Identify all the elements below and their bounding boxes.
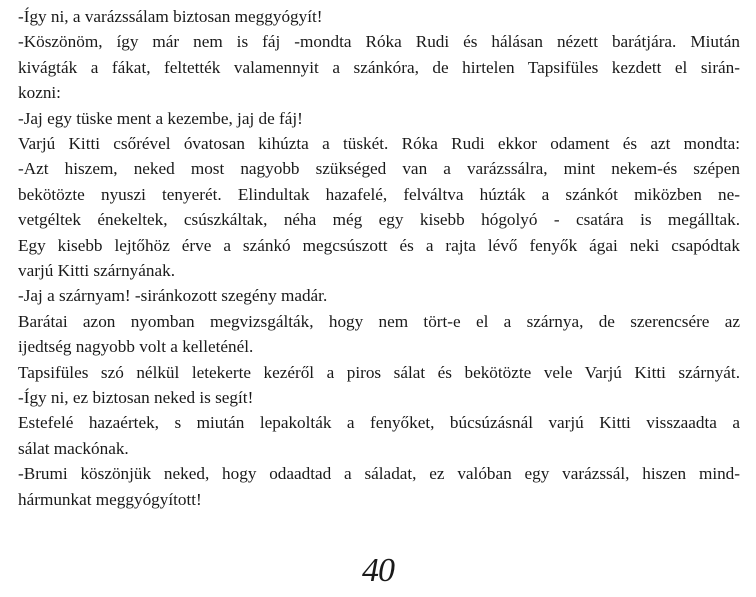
story-text: [18, 4, 740, 512]
text-line: Egy kisebb lejtőhöz érve a szánkó megcsúszott és a rajta lévő fenyők ágai neki csapódtak: [18, 235, 740, 255]
text-line: hármunkat meggyógyított!: [18, 489, 202, 509]
text-line: -Így ni, a varázssálam biztosan meggyógyít!: [18, 7, 323, 26]
text-line: varjú Kitti szárnyának.: [18, 260, 176, 280]
text-line: Tapsifüles szó nélkül letekerte kezéről a piros sálat és bekötözte vele Varjú Kitti szárnyát.: [18, 362, 740, 382]
text-line: vetgéltek énekeltek, csúszkáltak, néha még egy kisebb hógolyó - csatára is megálltak.: [18, 210, 740, 230]
text-line: kozni:: [18, 83, 61, 103]
text-line: ijedtség nagyobb volt a kelleténél.: [18, 337, 254, 357]
page-number: 40: [362, 552, 394, 589]
text-line: -Így ni, ez biztosan neked is segít!: [18, 387, 254, 407]
text-line: -Köszönöm, így már nem is fáj -mondta Róka Rudi és hálásan nézett barátjára. Miután: [18, 32, 740, 52]
text-line: -Jaj egy tüske ment a kezembe, jaj de fáj!: [18, 108, 303, 128]
text-line: bekötözte nyuszi tenyerét. Elindultak hazafelé, felváltva húzták a szánkót miközben ne-: [18, 184, 740, 204]
text-line: Varjú Kitti csőrével óvatosan kihúzta a tüskét. Róka Rudi ekkor odament és azt mondta:: [18, 134, 740, 153]
text-line: -Jaj a szárnyam! -siránkozott szegény madár.: [18, 286, 328, 306]
text-line: -Azt hiszem, neked most nagyobb szükséged van a varázssálra, mint nekem-és szépen: [18, 159, 740, 179]
text-line: -Brumi köszönjük neked, hogy odaadtad a sáladat, ez valóban egy varázssál, hiszen mind-: [18, 464, 740, 484]
text-line: sálat mackónak.: [18, 438, 129, 458]
text-line: Barátai azon nyomban megvizsgálták, hogy nem tört-e el a szárnya, de szerencsére az: [18, 311, 740, 331]
text-line: kivágták a fákat, feltették valamennyit a szánkóra, de hirtelen Tapsifüles kezdett el sirán-: [18, 57, 740, 77]
text-line: Estefelé hazaértek, s miután lepakolták a fenyőket, búcsúzásnál varjú Kitti visszaadta a: [18, 413, 740, 433]
